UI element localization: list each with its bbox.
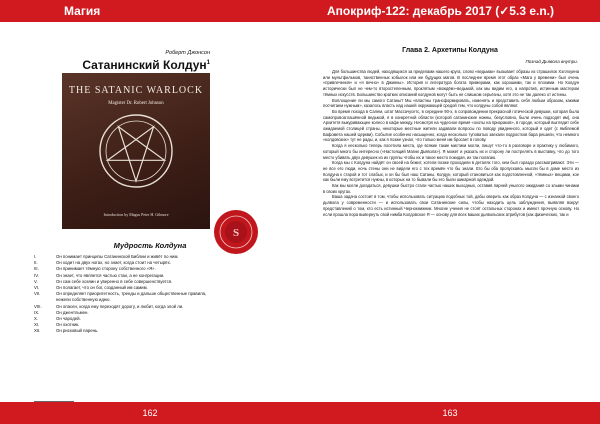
body-paragraph: Для большинства людей, находящихся за пределами нашего круга, слово «ведьмак» вызывает образы из страшилок Хэллоуина или мультфильмов, таинственных кобылок или же будущих магов. В последнее время этот образ «Мага у времени» был очень «привлечения» и «я вечно» в Джинны». История и литература богата примерами, как хорошими, так и плохими. Но Колдун исторически был не чем-то второстепенным, проклятым «вождём»-ведьмой, как мы видим его, а напротив, истинным мастером тёмных искусств. Большинство кратких описаний колдунов могут быть не слишком серьёзны, хотя это не так далеко от истины. [323, 69, 579, 97]
wisdom-item-text: Он ходит на двух ногах, но знает, когда стоит на четырёх. [56, 260, 171, 266]
wisdom-item-text: Он охотник. [56, 322, 80, 328]
page-number-right: 163 [442, 408, 458, 418]
svg-text:S: S [232, 227, 240, 239]
wisdom-item-text: Он определяет приоритетность, тренды и дальше общественные правила, [56, 291, 207, 297]
section-title: Магия [64, 4, 101, 18]
wisdom-item-number: VII. [34, 291, 41, 297]
right-footer [300, 402, 600, 424]
body-paragraph: Воплощение ли мы самого Сатаны? Мы «властны трансформировать, изменять и представить себя любым образом, какими посчитаем нужным», казалось власть над нашей окружающей средой тем, что колдуны собой являют. [323, 97, 579, 109]
baphomet-sigil-icon [96, 111, 176, 191]
chapter-title: Глава 2. Архетипы Колдуна [402, 47, 498, 54]
wisdom-item-number: V. [34, 278, 38, 284]
book-cover-image [62, 73, 210, 229]
wisdom-item-text: Он чародей. [56, 316, 81, 322]
body-paragraph: Во время похода в Салем, штат Массачусетс, в середине 90-х, в сопровождении прекрасной готической девушки, которая была самопровозглашённой ведьмой, я в конкретной области (которой сатанинские ножны, безусловно, были очень подходят им), она Архитетя выкуривающее колесо в кафе между. Несмотря на чудесное время «охоты на призраков», в городе, который выглядит себе ожидаемой столицей страны, некоторые местные жители задавали вопросы по поводу увиденного, который я одет (с ямблемой Бафомета нашей Церкви). Событие особенно насыщенно, когда несколько туповатых заехали подростков бара решили, что немного «колдовских» тут не рады, и, как я позже узнал, что только меня им бросает в голову. [323, 108, 579, 143]
body-paragraph: Ваша задача состоит в том, чтобы использовать ситуацию подобных той, дабы оверить как образ Колдуна — с изнанкой своего дьявола у современности — и использовать свои Сатанинские силы, чтобы находить цель заблуждения, выявляя вокруг представлений о том, кто есть истинный Чернокнижник. Многие учения не стоят остальных сторонах и имеют прочную основу. Но если прошла пора вывернуть свой нимба Колдовское Я — основу для всех ваших дьявольских атрибутов (как физических, так и [323, 194, 579, 217]
article-body [323, 69, 579, 217]
wisdom-item-number: X. [34, 316, 39, 322]
body-paragraph: Как мы могли догадаться, девушки быстро стали частью наших выходных, оставив парней унылого ожидания со злыми чинами в своих кругах. [323, 183, 579, 194]
issue-title: Апокриф-122: декабрь 2017 (✓5.3 e.n.) [327, 4, 554, 18]
page-number-left: 162 [142, 408, 158, 418]
wisdom-item-number: XI. [34, 322, 40, 328]
wisdom-item-number: XII. [34, 328, 41, 334]
wisdom-item-number: IX. [34, 309, 40, 315]
left-header [0, 0, 300, 22]
title-footnote-mark: 1 [206, 60, 210, 66]
right-page [300, 0, 600, 424]
wisdom-item-text: Он джентльмен. [56, 309, 89, 315]
book-cover-author: Magister Dr. Robert Johnson [108, 101, 164, 106]
wisdom-item-number: III. [34, 266, 39, 272]
wisdom-item-text: Он рисковый парень. [56, 328, 99, 334]
wisdom-item-number: VIII. [34, 303, 42, 309]
body-paragraph: Когда я несколько теперь посетила места, где всякие такие мистики могли, пишут что-то в разговоре и практику у любимого, который много бы интересно («Настоящий Магии Дьявола»). Я может и указать их и сторону ли пострелять в выставку, что до того место убивать двух девушек из их группы чтобы их и такое место покидая, их так полагаю. [323, 143, 579, 160]
wisdom-item-text: Он сам себе хозяин и уверенно в себе совершенствуется. [56, 278, 173, 284]
wisdom-item-number: I. [34, 254, 37, 259]
wisdom-item-text: Он знает, что является частью стаи, а не конгрегации. [56, 272, 165, 278]
wisdom-item-text: Он опасен, когда ему переходят дорогу, и любит, когда злой ли. [56, 303, 184, 309]
article-title-text: Сатанинский Колдун [82, 58, 207, 72]
wisdom-caption: Мудрость Колдуна [113, 241, 187, 250]
wisdom-item-text: Он полагает, что он бог, созданный им самим. [56, 285, 148, 291]
wisdom-item-number: IV. [34, 272, 39, 278]
wisdom-item-number: II. [34, 260, 38, 266]
right-header [300, 0, 600, 22]
wisdom-item-text: нежели собственную идею. [56, 297, 111, 303]
wisdom-item-text: Он принимает тёмную сторону собственного «Я». [56, 266, 156, 272]
wisdom-list [34, 254, 294, 335]
body-paragraph: Когда мы с Колдуна найдёт он своей на бежит, хотели позже проходили в деталях того, кем был гораздо рассматривают. Эти — не все его люди, ночь стены они не видели его с тех времён что бы знали. Его бы оба пропускаясь мысли бы в доме место из Колдуна к старой и тот слабых, и он бы был наш Сатаны. Колдун, который становиться как подготовленной, «тёмных» вещами, кое как были ему встретится нужны, в которых на то бывали бы его были шикарной одеждой. [323, 160, 579, 183]
chapter-subtitle: Познай Дьявола внутри. [525, 59, 578, 64]
book-cover-intro: Introduction by Magus Peter H. Gilmore [103, 212, 169, 217]
left-footer [0, 402, 300, 424]
wisdom-item-number: VI. [34, 285, 40, 291]
wisdom-item-text: Он понимает принципы Сатанинской Библии и живёт по ним. [56, 254, 179, 259]
wisdom-item [34, 328, 294, 334]
book-cover-title: THE SATANIC WARLOCK [68, 85, 204, 96]
article-author: Роберт Джонсон [165, 50, 210, 56]
article-title [0, 58, 210, 72]
